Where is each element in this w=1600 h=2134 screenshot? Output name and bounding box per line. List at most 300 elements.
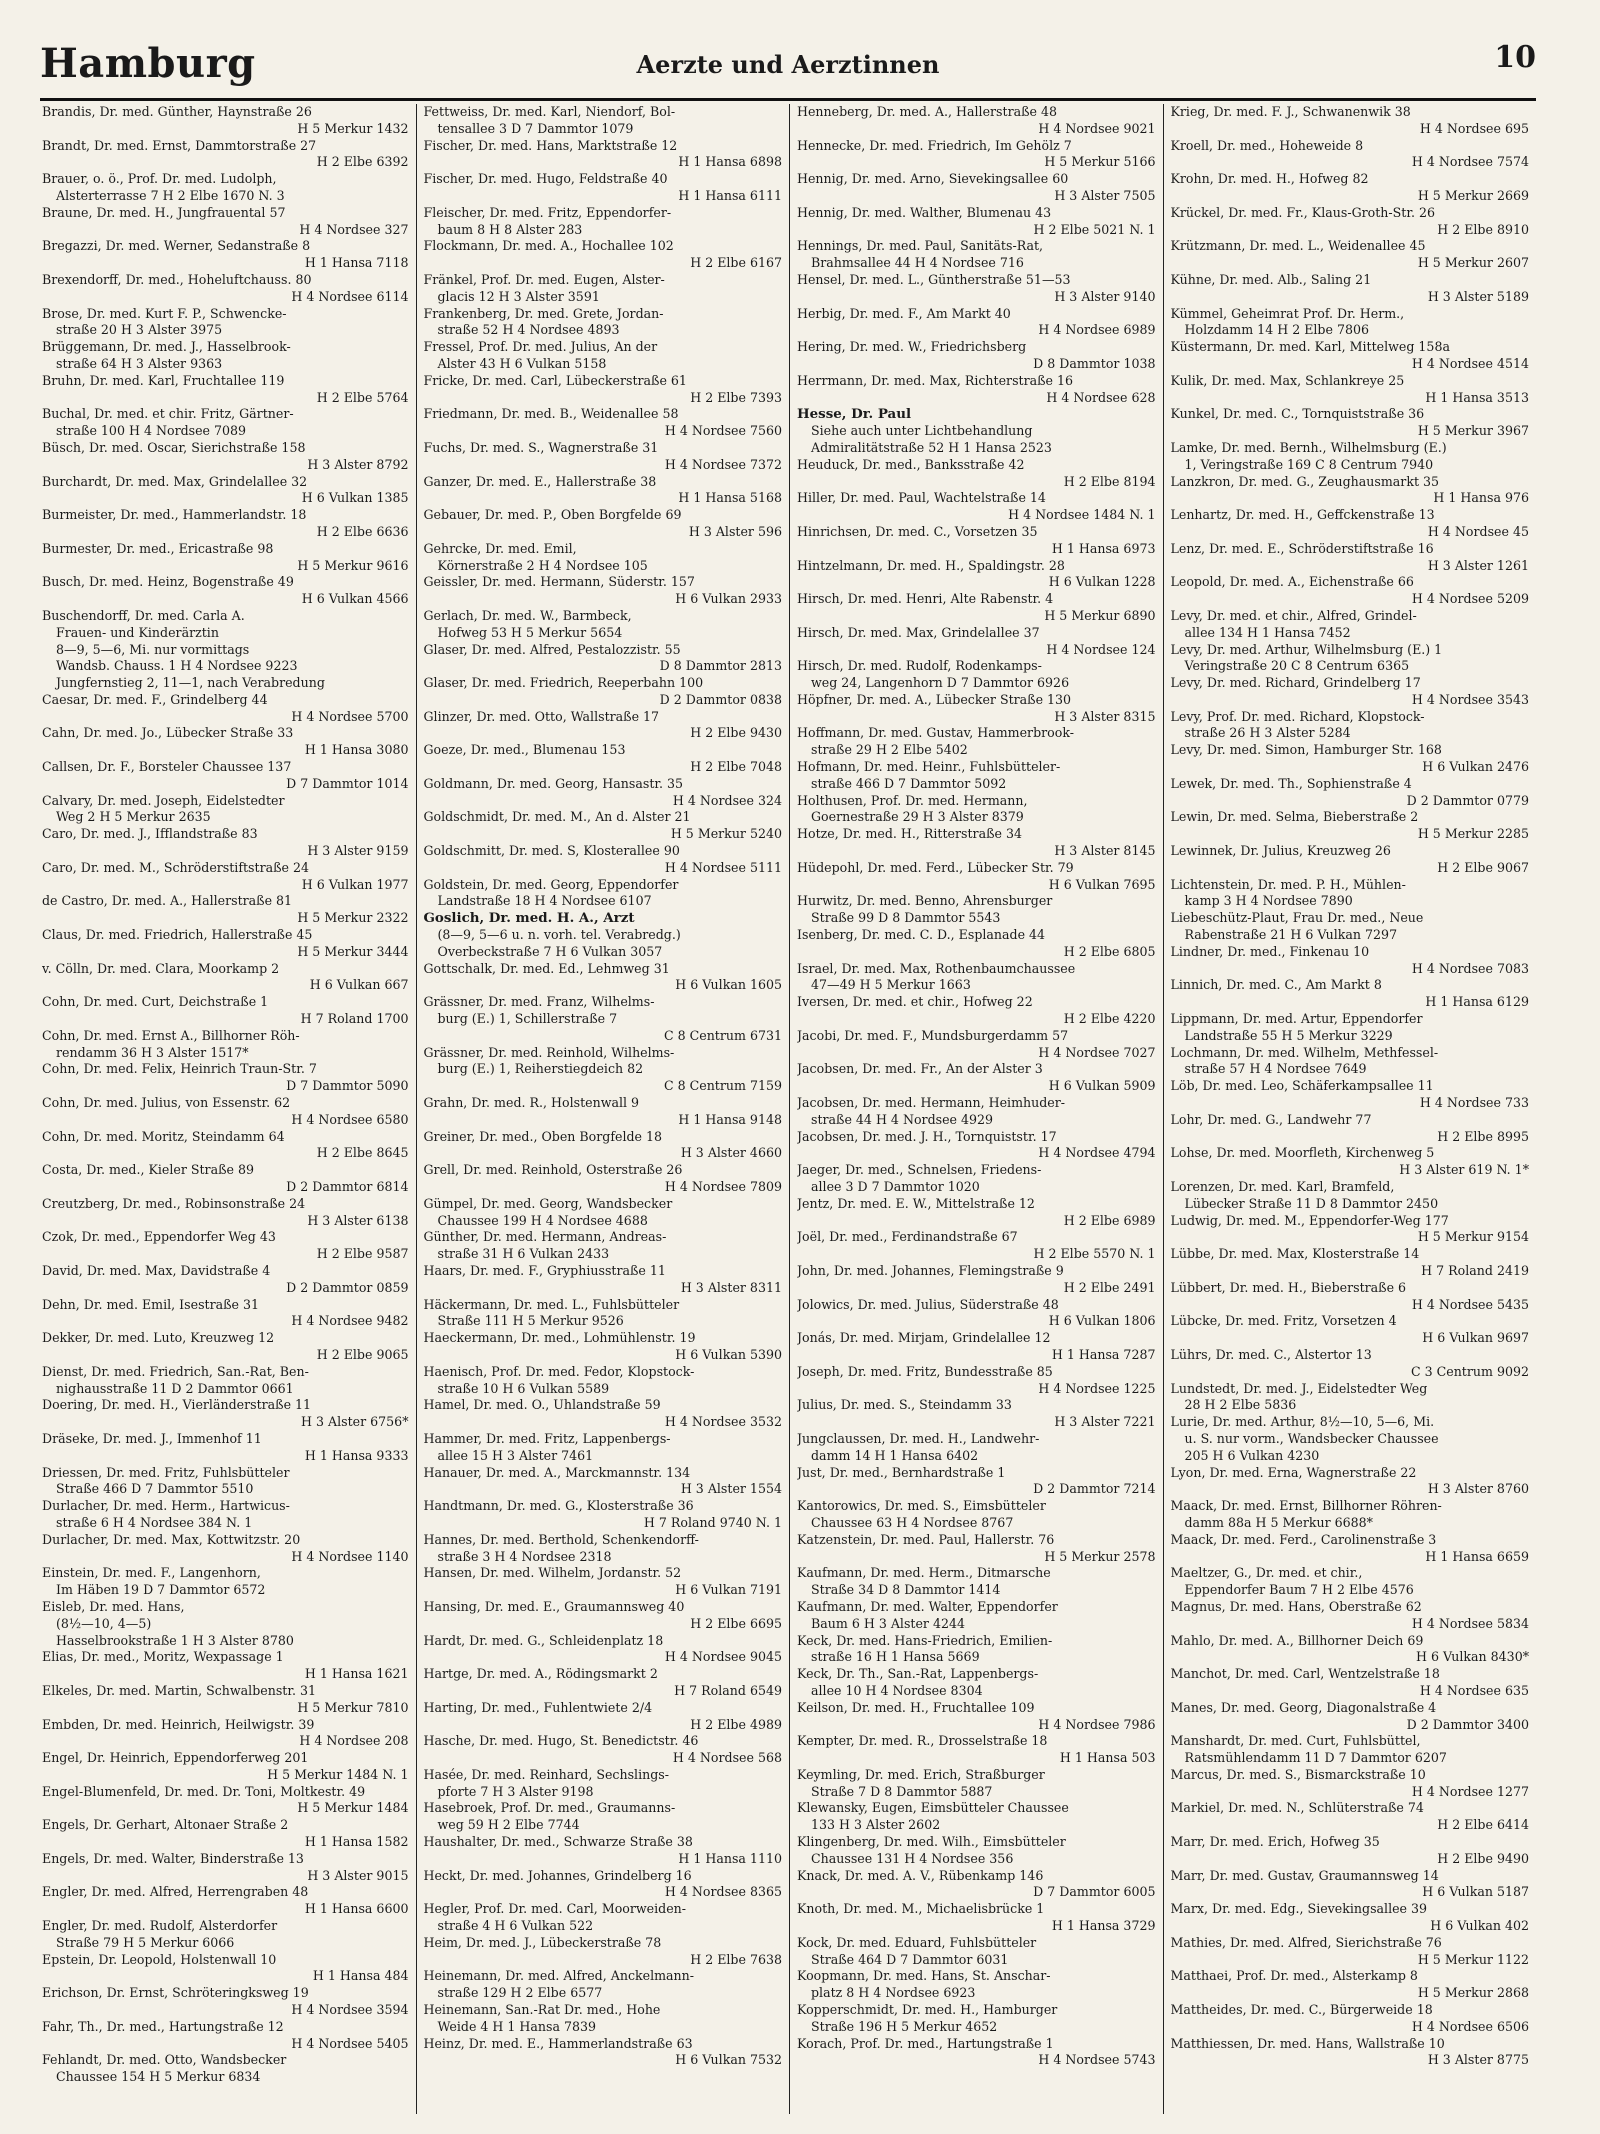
entry-name-line: Fränkel, Prof. Dr. med. Eugen, Alster- xyxy=(423,271,665,287)
entry-detail-line: Rabenstraße 21 H 6 Vulkan 7297 xyxy=(1184,927,1398,943)
entry-detail-line: H 2 Elbe 4989 xyxy=(690,1716,782,1732)
entry-name-line: Heinemann, Dr. med. Alfred, Anckelmann- xyxy=(423,1968,695,1984)
directory-entry xyxy=(424,1263,783,1297)
directory-entry xyxy=(1171,1313,1530,1347)
directory-entry xyxy=(797,1532,1156,1566)
entry-detail-line: straße 31 H 6 Vulkan 2433 xyxy=(437,1246,610,1262)
entry-name-line: Lurie, Dr. med. Arthur, 8½—10, 5—6, Mi. xyxy=(1170,1414,1435,1430)
entry-detail-line: H 6 Vulkan 4566 xyxy=(301,591,409,607)
directory-entry xyxy=(797,1095,1156,1129)
entry-detail-line: Straße 464 D 7 Dammtor 6031 xyxy=(811,1951,1009,1967)
directory-entry xyxy=(42,1717,409,1751)
directory-entry xyxy=(42,961,409,995)
entry-name-line: Hartge, Dr. med. A., Rödingsmarkt 2 xyxy=(423,1666,658,1682)
directory-entry xyxy=(797,1028,1156,1062)
entry-detail-line: straße 44 H 4 Nordsee 4929 xyxy=(811,1111,994,1127)
directory-entry xyxy=(797,1700,1156,1734)
entry-detail-line: H 6 Vulkan 7191 xyxy=(675,1582,782,1598)
entry-detail-line: H 4 Nordsee 5700 xyxy=(291,708,409,724)
entry-name-line: Gebauer, Dr. med. P., Oben Borgfelde 69 xyxy=(423,507,682,523)
entry-detail-line: H 4 Nordsee 4514 xyxy=(1411,355,1529,371)
directory-entry xyxy=(1171,910,1530,944)
entry-name-line: Gottschalk, Dr. med. Ed., Lehmweg 31 xyxy=(423,960,670,976)
entry-name-line: Glaser, Dr. med. Alfred, Pestalozzistr. 55 xyxy=(423,641,681,657)
entry-detail-line: H 1 Hansa 7287 xyxy=(1051,1346,1156,1362)
directory-entry xyxy=(42,238,409,272)
directory-entry xyxy=(424,1565,783,1599)
entry-detail-line: Straße 196 H 5 Merkur 4652 xyxy=(811,2018,998,2034)
entry-name-line: Markiel, Dr. med. N., Schlüterstraße 74 xyxy=(1170,1800,1424,1816)
entry-detail-line: H 4 Nordsee 568 xyxy=(672,1750,782,1766)
directory-entry xyxy=(1171,1179,1530,1213)
entry-name-line: Lohr, Dr. med. G., Landwehr 77 xyxy=(1170,1111,1372,1127)
entry-detail-line: H 2 Elbe 8645 xyxy=(316,1145,409,1161)
entry-name-line: Küstermann, Dr. med. Karl, Mittelweg 158a xyxy=(1170,339,1450,355)
entry-name-line: Lundstedt, Dr. med. J., Eidelstedter Weg xyxy=(1170,1380,1428,1396)
directory-entry xyxy=(42,306,409,340)
entry-detail-line: tensallee 3 D 7 Dammtor 1079 xyxy=(437,120,634,136)
entry-detail-line: H 3 Alster 7221 xyxy=(1054,1414,1156,1430)
entry-name-line: Gümpel, Dr. med. Georg, Wandsbecker xyxy=(423,1195,673,1211)
entry-name-line: Cohn, Dr. med. Moritz, Steindamm 64 xyxy=(42,1128,285,1144)
directory-entry xyxy=(42,1952,409,1986)
directory-entry xyxy=(1171,1968,1530,2002)
directory-entry xyxy=(424,1599,783,1633)
entry-name-line: Dehn, Dr. med. Emil, Isestraße 31 xyxy=(42,1296,260,1312)
entry-name-line: Julius, Dr. med. S., Steindamm 33 xyxy=(797,1397,1012,1413)
entry-detail-line: H 4 Nordsee 45 xyxy=(1427,523,1529,539)
entry-detail-line: H 4 Nordsee 5834 xyxy=(1411,1615,1529,1631)
entry-detail-line: straße 64 H 3 Alster 9363 xyxy=(56,355,223,371)
entry-name-line: Brexendorff, Dr. med., Hoheluftchauss. 80 xyxy=(42,271,312,287)
entry-name-line: Günther, Dr. med. Hermann, Andreas- xyxy=(423,1229,667,1245)
entry-detail-line: burg (E.) 1, Schillerstraße 7 xyxy=(437,1011,618,1027)
entry-detail-line: H 1 Hansa 9333 xyxy=(304,1447,409,1463)
directory-entry xyxy=(1171,1011,1530,1045)
entry-detail-line: Straße 111 H 5 Merkur 9526 xyxy=(437,1313,624,1329)
directory-entry xyxy=(1171,642,1530,676)
directory-entry xyxy=(424,1162,783,1196)
entry-detail-line: H 2 Elbe 6414 xyxy=(1437,1817,1529,1833)
entry-detail-line: H 5 Merkur 2322 xyxy=(297,910,409,926)
directory-entry xyxy=(797,759,1156,793)
directory-entry xyxy=(424,440,783,474)
entry-name-line: Goslich, Dr. med. H. A., Arzt xyxy=(423,910,635,927)
entry-name-line: Claus, Dr. med. Friedrich, Hallerstraße 45 xyxy=(42,927,313,943)
entry-name-line: Jentz, Dr. med. E. W., Mittelstraße 12 xyxy=(797,1195,1035,1211)
directory-entry xyxy=(1171,1532,1530,1566)
entry-name-line: Keck, Dr. Th., San.-Rat, Lappenbergs- xyxy=(797,1666,1039,1682)
directory-entry xyxy=(797,1666,1156,1700)
directory-entry xyxy=(1171,574,1530,608)
entry-detail-line: H 5 Merkur 3444 xyxy=(297,943,409,959)
directory-entry xyxy=(42,608,409,692)
entry-name-line: Jaeger, Dr. med., Schnelsen, Friedens- xyxy=(797,1162,1042,1178)
directory-entry xyxy=(424,104,783,138)
directory-entry xyxy=(42,1263,409,1297)
directory-entry xyxy=(797,927,1156,961)
column-2 xyxy=(416,104,790,2114)
directory-entry xyxy=(1171,1414,1530,1464)
directory-entry xyxy=(797,692,1156,726)
entry-name-line: Manshardt, Dr. med. Curt, Fuhlsbüttel, xyxy=(1170,1733,1421,1749)
entry-detail-line: H 1 Hansa 6973 xyxy=(1051,540,1156,556)
entry-name-line: Ganzer, Dr. med. E., Hallerstraße 38 xyxy=(423,473,657,489)
entry-detail-line: Chaussee 199 H 4 Nordsee 4688 xyxy=(437,1212,648,1228)
entry-detail-line: Jungfernstieg 2, 11—1, nach Verabredung xyxy=(56,675,325,691)
entry-name-line: Kunkel, Dr. med. C., Tornquiststraße 36 xyxy=(1170,406,1425,422)
entry-name-line: Hennig, Dr. med. Arno, Sievekingsallee 60 xyxy=(797,171,1069,187)
entry-detail-line: H 3 Alster 8145 xyxy=(1054,843,1156,859)
entry-name-line: Haushalter, Dr. med., Schwarze Straße 38 xyxy=(423,1834,693,1850)
entry-detail-line: straße 4 H 6 Vulkan 522 xyxy=(437,1918,594,1934)
entry-name-line: Levy, Prof. Dr. med. Richard, Klopstock- xyxy=(1170,708,1425,724)
entry-name-line: Keck, Dr. med. Hans-Friedrich, Emilien- xyxy=(797,1632,1053,1648)
entry-detail-line: H 3 Alster 5189 xyxy=(1427,288,1529,304)
directory-entry xyxy=(1171,977,1530,1011)
entry-detail-line: H 4 Nordsee 7027 xyxy=(1038,1044,1156,1060)
entry-name-line: Glaser, Dr. med. Friedrich, Reeperbahn 100 xyxy=(423,675,704,691)
entry-detail-line: damm 14 H 1 Hansa 6402 xyxy=(811,1447,979,1463)
directory-entry xyxy=(797,2002,1156,2036)
entry-detail-line: H 3 Alster 8775 xyxy=(1427,2052,1529,2068)
directory-entry xyxy=(424,474,783,508)
entry-name-line: Kulik, Dr. med. Max, Schlankreye 25 xyxy=(1170,372,1405,388)
entry-detail-line: H 4 Nordsee 5743 xyxy=(1038,2052,1156,2068)
directory-entry xyxy=(42,893,409,927)
entry-detail-line: H 1 Hansa 6111 xyxy=(678,187,782,203)
directory-entry xyxy=(424,1465,783,1499)
directory-entry xyxy=(42,373,409,407)
entry-name-line: Hoffmann, Dr. med. Gustav, Hammerbrook- xyxy=(797,725,1074,741)
entry-name-line: Herrmann, Dr. med. Max, Richterstraße 16 xyxy=(797,372,1074,388)
entry-detail-line: H 6 Vulkan 402 xyxy=(1430,1918,1529,1934)
entry-detail-line: C 3 Centrum 9092 xyxy=(1410,1363,1529,1379)
entry-name-line: Manes, Dr. med. Georg, Diagonalstraße 4 xyxy=(1170,1699,1437,1715)
entry-detail-line: H 6 Vulkan 2933 xyxy=(675,591,782,607)
directory-entry xyxy=(424,238,783,272)
entry-detail-line: H 6 Vulkan 7695 xyxy=(1048,876,1156,892)
entry-detail-line: Straße 79 H 5 Merkur 6066 xyxy=(56,1934,235,1950)
directory-entry xyxy=(42,1750,409,1784)
directory-entry xyxy=(424,776,783,810)
entry-name-line: Holthusen, Prof. Dr. med. Hermann, xyxy=(797,792,1028,808)
entry-name-line: Lyon, Dr. med. Erna, Wagnerstraße 22 xyxy=(1170,1464,1417,1480)
entry-name-line: Epstein, Dr. Leopold, Holstenwall 10 xyxy=(42,1951,277,1967)
entry-name-line: Bregazzi, Dr. med. Werner, Sedanstraße 8 xyxy=(42,238,311,254)
directory-entry xyxy=(1171,1280,1530,1314)
entry-detail-line: H 5 Merkur 2669 xyxy=(1417,187,1529,203)
column-4 xyxy=(1163,104,1537,2114)
entry-name-line: Caesar, Dr. med. F., Grindelberg 44 xyxy=(42,691,268,707)
entry-name-line: Hirsch, Dr. med. Henri, Alte Rabenstr. 4 xyxy=(797,591,1054,607)
entry-detail-line: H 3 Alster 9159 xyxy=(307,843,409,859)
entry-detail-line: H 4 Nordsee 1484 N. 1 xyxy=(1008,507,1156,523)
entry-detail-line: H 6 Vulkan 1605 xyxy=(675,977,782,993)
entry-detail-line: H 5 Merkur 5240 xyxy=(670,826,782,842)
entry-detail-line: H 2 Elbe 2491 xyxy=(1063,1279,1156,1295)
directory-entry xyxy=(1171,1935,1530,1969)
entry-name-line: Hinrichsen, Dr. med. C., Vorsetzen 35 xyxy=(797,523,1038,539)
entry-detail-line: D 2 Dammtor 0779 xyxy=(1406,792,1529,808)
directory-entry xyxy=(1171,776,1530,810)
directory-entry xyxy=(797,658,1156,692)
entry-detail-line: Straße 99 D 8 Dammtor 5543 xyxy=(811,910,1001,926)
directory-entry xyxy=(797,1599,1156,1633)
directory-entry xyxy=(42,1784,409,1818)
entry-name-line: Hurwitz, Dr. med. Benno, Ahrensburger xyxy=(797,893,1053,909)
directory-entry xyxy=(42,1918,409,1952)
entry-detail-line: H 3 Alster 1554 xyxy=(680,1481,782,1497)
directory-entry xyxy=(797,961,1156,995)
entry-detail-line: baum 8 H 8 Alster 283 xyxy=(437,221,583,237)
entry-detail-line: H 2 Elbe 7048 xyxy=(690,759,782,775)
entry-name-line: Grässner, Dr. med. Reinhold, Wilhelms- xyxy=(423,1044,675,1060)
entry-detail-line: H 1 Hansa 976 xyxy=(1433,490,1529,506)
entry-detail-line: H 5 Merkur 1484 N. 1 xyxy=(267,1766,409,1782)
entry-detail-line: H 2 Elbe 7393 xyxy=(690,389,782,405)
entry-detail-line: u. S. nur vorm., Wandsbecker Chaussee xyxy=(1184,1430,1439,1446)
directory-entry xyxy=(797,1397,1156,1431)
directory-entry xyxy=(424,2036,783,2070)
directory-entry xyxy=(797,1800,1156,1834)
entry-detail-line: H 1 Hansa 6129 xyxy=(1425,994,1529,1010)
entry-name-line: Buchal, Dr. med. et chir. Fritz, Gärtner- xyxy=(42,406,294,422)
entry-detail-line: H 6 Vulkan 1977 xyxy=(301,876,409,892)
entry-name-line: Häckermann, Dr. med. L., Fuhlsbütteler xyxy=(423,1296,680,1312)
entry-detail-line: 1, Veringstraße 169 C 8 Centrum 7940 xyxy=(1184,456,1434,472)
entry-name-line: Elias, Dr. med., Moritz, Wexpassage 1 xyxy=(42,1649,284,1665)
directory-entry xyxy=(424,138,783,172)
entry-detail-line: H 1 Hansa 1582 xyxy=(304,1834,409,1850)
directory-entry xyxy=(42,1465,409,1499)
directory-entry xyxy=(424,1196,783,1230)
directory-entry xyxy=(424,205,783,239)
entry-name-line: Marx, Dr. med. Edg., Sievekingsallee 39 xyxy=(1170,1901,1428,1917)
entry-name-line: Maack, Dr. med. Ferd., Carolinenstraße 3 xyxy=(1170,1531,1437,1547)
entry-name-line: Liebeschütz-Plaut, Frau Dr. med., Neue xyxy=(1170,910,1424,926)
entry-name-line: Kümmel, Geheimrat Prof. Dr. Herm., xyxy=(1170,305,1405,321)
entry-detail-line: straße 20 H 3 Alster 3975 xyxy=(56,322,223,338)
entry-detail-line: H 1 Hansa 6600 xyxy=(304,1901,409,1917)
entry-name-line: Fricke, Dr. med. Carl, Lübeckerstraße 61 xyxy=(423,372,687,388)
entry-name-line: Fettweiss, Dr. med. Karl, Niendorf, Bol- xyxy=(423,104,676,119)
entry-detail-line: H 6 Vulkan 8430* xyxy=(1415,1649,1529,1665)
entry-detail-line: H 6 Vulkan 1806 xyxy=(1048,1313,1156,1329)
entry-name-line: Leopold, Dr. med. A., Eichenstraße 66 xyxy=(1170,574,1414,590)
entry-detail-line: H 1 Hansa 1110 xyxy=(678,1850,782,1866)
directory-entry xyxy=(424,1733,783,1767)
directory-entry xyxy=(424,1767,783,1801)
entry-name-line: Kempter, Dr. med. R., Drosselstraße 18 xyxy=(797,1733,1048,1749)
entry-name-line: Jacobsen, Dr. med. Fr., An der Alster 3 xyxy=(797,1061,1043,1077)
entry-detail-line: H 4 Nordsee 3532 xyxy=(664,1414,782,1430)
entry-name-line: Goeze, Dr. med., Blumenau 153 xyxy=(423,742,626,758)
directory-entry xyxy=(797,1162,1156,1196)
entry-name-line: Costa, Dr. med., Kieler Straße 89 xyxy=(42,1162,254,1178)
entry-detail-line: H 1 Hansa 9148 xyxy=(678,1111,782,1127)
directory-entry xyxy=(1171,2002,1530,2036)
entry-detail-line: Körnerstraße 2 H 4 Nordsee 105 xyxy=(437,557,648,573)
entry-name-line: Fischer, Dr. med. Hugo, Feldstraße 40 xyxy=(423,171,668,187)
entry-detail-line: H 5 Merkur 7810 xyxy=(297,1699,409,1715)
directory-entry xyxy=(1171,809,1530,843)
directory-entry xyxy=(1171,1565,1530,1599)
directory-entry xyxy=(42,1196,409,1230)
entry-name-line: Hasebroek, Prof. Dr. med., Graumanns- xyxy=(423,1800,676,1816)
directory-entry xyxy=(1171,944,1530,978)
entry-name-line: Lorenzen, Dr. med. Karl, Bramfeld, xyxy=(1170,1179,1395,1194)
entry-detail-line: Frauen- und Kinderärztin xyxy=(56,624,219,640)
column-1 xyxy=(42,104,416,2114)
directory-entry xyxy=(424,1364,783,1398)
directory-entry xyxy=(1171,306,1530,340)
directory-entry xyxy=(797,893,1156,927)
directory-entry xyxy=(424,1901,783,1935)
entry-detail-line: H 5 Merkur 6890 xyxy=(1044,607,1156,623)
directory-entry xyxy=(1171,440,1530,474)
entry-name-line: Hansen, Dr. med. Wilhelm, Jordanstr. 52 xyxy=(423,1565,682,1581)
directory-entry xyxy=(1171,1599,1530,1633)
entry-detail-line: H 6 Vulkan 9697 xyxy=(1422,1330,1529,1346)
directory-entry xyxy=(797,725,1156,759)
entry-detail-line: H 5 Merkur 3967 xyxy=(1417,423,1529,439)
entry-detail-line: H 2 Elbe 6805 xyxy=(1063,943,1156,959)
entry-name-line: Busch, Dr. med. Heinz, Bogenstraße 49 xyxy=(42,574,294,590)
directory-entry xyxy=(1171,1666,1530,1700)
directory-entry xyxy=(1171,138,1530,172)
directory-entry xyxy=(424,1868,783,1902)
directory-entry xyxy=(424,1431,783,1465)
entry-detail-line: Hofweg 53 H 5 Merkur 5654 xyxy=(437,624,623,640)
directory-entry xyxy=(424,1633,783,1667)
directory-entry xyxy=(1171,406,1530,440)
entry-name-line: Klewansky, Eugen, Eimsbütteler Chaussee xyxy=(797,1800,1069,1816)
directory-entry xyxy=(42,272,409,306)
entry-name-line: Marcus, Dr. med. S., Bismarckstraße 10 xyxy=(1170,1766,1426,1782)
entry-name-line: Just, Dr. med., Bernhardstraße 1 xyxy=(797,1464,1006,1480)
directory-entry xyxy=(42,860,409,894)
entry-detail-line: Weg 2 H 5 Merkur 2635 xyxy=(56,809,211,825)
entry-detail-line: H 3 Alster 9140 xyxy=(1054,288,1156,304)
entry-detail-line: H 5 Merkur 9154 xyxy=(1417,1229,1529,1245)
entry-name-line: Hofmann, Dr. med. Heinr., Fuhlsbütteler- xyxy=(797,759,1061,775)
entry-name-line: Haars, Dr. med. F., Gryphiusstraße 11 xyxy=(423,1262,666,1278)
directory-entry xyxy=(42,1397,409,1431)
entry-detail-line: H 7 Roland 2419 xyxy=(1421,1262,1529,1278)
directory-entry xyxy=(424,877,783,911)
entry-name-line: Krohn, Dr. med. H., Hofweg 82 xyxy=(1170,171,1369,187)
entry-name-line: Isenberg, Dr. med. C. D., Esplanade 44 xyxy=(797,927,1046,943)
directory-entry xyxy=(424,373,783,407)
entry-name-line: Glinzer, Dr. med. Otto, Wallstraße 17 xyxy=(423,708,660,724)
entry-name-line: Heckt, Dr. med. Johannes, Grindelberg 16 xyxy=(423,1867,692,1883)
entry-detail-line: D 7 Dammtor 6005 xyxy=(1033,1884,1156,1900)
directory-entry xyxy=(424,1129,783,1163)
entry-name-line: Jolowics, Dr. med. Julius, Süderstraße 48 xyxy=(797,1296,1059,1312)
entry-name-line: Caro, Dr. med. M., Schröderstiftstraße 24 xyxy=(42,859,310,875)
directory-entry xyxy=(424,339,783,373)
directory-entry xyxy=(424,1498,783,1532)
entry-detail-line: H 3 Alster 6756* xyxy=(301,1414,409,1430)
directory-entry xyxy=(797,1633,1156,1667)
directory-entry xyxy=(42,994,409,1028)
entry-name-line: Engler, Dr. med. Rudolf, Alsterdorfer xyxy=(42,1918,278,1934)
directory-entry xyxy=(1171,541,1530,575)
entry-name-line: Doering, Dr. med. H., Vierländerstraße 11 xyxy=(42,1397,312,1413)
entry-detail-line: H 3 Alster 1261 xyxy=(1427,557,1529,573)
entry-detail-line: H 4 Nordsee 7809 xyxy=(664,1179,782,1194)
entry-name-line: Lanzkron, Dr. med. G., Zeughausmarkt 35 xyxy=(1170,473,1440,489)
directory-entry xyxy=(42,1028,409,1062)
directory-entry xyxy=(42,1061,409,1095)
entry-name-line: Hintzelmann, Dr. med. H., Spaldingstr. 28 xyxy=(797,557,1065,573)
entry-name-line: Joël, Dr. med., Ferdinandstraße 67 xyxy=(797,1229,1018,1245)
directory-entry xyxy=(42,1095,409,1129)
entry-detail-line: H 1 Hansa 1621 xyxy=(304,1666,409,1682)
directory-entry xyxy=(424,1397,783,1431)
entry-detail-line: H 2 Elbe 6636 xyxy=(316,523,409,539)
directory-entry xyxy=(797,339,1156,373)
directory-entry xyxy=(42,1851,409,1885)
entry-name-line: Lührs, Dr. med. C., Alstertor 13 xyxy=(1170,1346,1372,1362)
directory-entry xyxy=(797,1498,1156,1532)
directory-entry xyxy=(42,2052,409,2086)
entry-detail-line: H 5 Merkur 5166 xyxy=(1044,154,1156,170)
directory-entry xyxy=(424,2002,783,2036)
entry-detail-line: straße 129 H 2 Elbe 6577 xyxy=(437,1985,603,2001)
entry-detail-line: Veringstraße 20 C 8 Centrum 6365 xyxy=(1184,658,1410,674)
entry-name-line: Heuduck, Dr. med., Banksstraße 42 xyxy=(797,456,1025,472)
entry-detail-line: H 2 Elbe 9430 xyxy=(690,725,782,741)
directory-entry xyxy=(42,692,409,726)
entry-name-line: Katzenstein, Dr. med. Paul, Hallerstr. 76 xyxy=(797,1531,1055,1547)
directory-entry xyxy=(42,1330,409,1364)
directory-entry xyxy=(42,1129,409,1163)
entry-name-line: Marr, Dr. med. Erich, Hofweg 35 xyxy=(1170,1834,1380,1850)
entry-name-line: Hering, Dr. med. W., Friedrichsberg xyxy=(797,339,1027,355)
entry-name-line: Keymling, Dr. med. Erich, Straßburger xyxy=(797,1766,1045,1782)
entry-name-line: Klingenberg, Dr. med. Wilh., Eimsbütteler xyxy=(797,1834,1066,1850)
directory-entry xyxy=(797,1330,1156,1364)
entry-detail-line: Wandsb. Chauss. 1 H 4 Nordsee 9223 xyxy=(56,658,298,674)
entry-detail-line: Straße 466 D 7 Dammtor 5510 xyxy=(56,1481,254,1497)
entry-detail-line: Holzdamm 14 H 2 Elbe 7806 xyxy=(1184,322,1370,338)
entry-detail-line: H 5 Merkur 2285 xyxy=(1417,826,1529,842)
entry-name-line: Cohn, Dr. med. Curt, Deichstraße 1 xyxy=(42,994,269,1010)
entry-detail-line: Alsterterrasse 7 H 2 Elbe 1670 N. 3 xyxy=(56,187,285,203)
entry-name-line: Joseph, Dr. med. Fritz, Bundesstraße 85 xyxy=(797,1363,1053,1379)
entry-detail-line: weg 59 H 2 Elbe 7744 xyxy=(437,1817,580,1833)
entry-detail-line: H 4 Nordsee 5111 xyxy=(664,859,782,875)
page-number: 10 xyxy=(1494,40,1536,75)
entry-detail-line: H 4 Nordsee 628 xyxy=(1046,389,1156,405)
entry-detail-line: H 2 Elbe 8910 xyxy=(1437,221,1529,237)
entry-detail-line: pforte 7 H 3 Alster 9198 xyxy=(437,1783,594,1799)
directory-entry xyxy=(797,1196,1156,1230)
directory-entry xyxy=(1171,1078,1530,1112)
entry-name-line: Goldschmitt, Dr. med. S, Klosterallee 90 xyxy=(423,843,680,859)
directory-entry xyxy=(424,1834,783,1868)
directory-entry xyxy=(1171,205,1530,239)
directory-entry xyxy=(1171,339,1530,373)
entry-name-line: Fressel, Prof. Dr. med. Julius, An der xyxy=(423,339,658,355)
entry-name-line: Krückel, Dr. med. Fr., Klaus-Groth-Str. 26 xyxy=(1170,204,1436,220)
entry-detail-line: H 6 Vulkan 1385 xyxy=(301,490,409,506)
entry-detail-line: 47—49 H 5 Merkur 1663 xyxy=(811,977,971,993)
directory-entry xyxy=(42,474,409,508)
directory-entry xyxy=(424,507,783,541)
